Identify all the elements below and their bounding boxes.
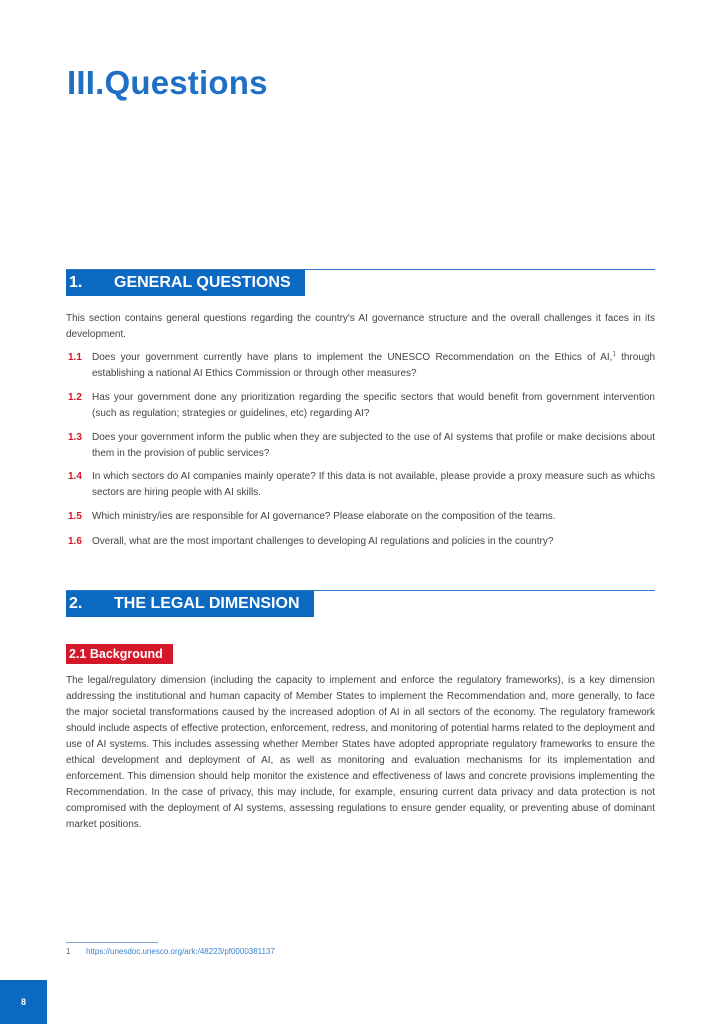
question-1-4 [66, 469, 655, 501]
footnote-ref[interactable]: 1 [612, 351, 616, 358]
question-text: In which sectors do AI companies mainly operate? If this data is not available, please provide a proxy measure such as whichs sectors are hiring people with AI skills. [92, 471, 655, 498]
question-text: Overall, what are the most important challenges to developing AI regulations and policies in the country? [92, 536, 554, 547]
footnote-link[interactable]: https://unesdoc.unesco.org/ark:/48223/pf0000381137 [86, 947, 275, 956]
question-number: 1.4 [68, 471, 82, 482]
question-text: Has your government done any prioritization regarding the specific sectors that would benefit from government intervention (such as regulation; strategies or guidelines, etc) regarding AI? [92, 392, 655, 419]
section-2-title: THE LEGAL DIMENSION [114, 595, 300, 612]
footnote [66, 946, 275, 958]
question-number: 1.6 [68, 536, 82, 547]
question-number: 1.3 [68, 432, 82, 443]
question-1-6 [66, 534, 655, 550]
footnote-divider [66, 942, 158, 943]
question-number: 1.5 [68, 511, 82, 522]
question-text: Does your government inform the public when they are subjected to the use of AI systems that profile or make decisions about them in the provision of public services? [92, 432, 655, 459]
footnote-number: 1 [66, 947, 71, 956]
section-1-label [66, 270, 305, 296]
question-1-3 [66, 430, 655, 462]
question-1-1 [66, 350, 655, 382]
section-1-title: GENERAL QUESTIONS [114, 274, 291, 291]
question-text: Does your government currently have plans to implement the UNESCO Recommendation on the Ethics of AI,$^1$ through establishing a national AI Ethics Commission or through other measures? [92, 351, 656, 379]
section-2-label [66, 591, 314, 617]
question-1-5 [66, 509, 655, 525]
question-number: 1.2 [68, 392, 82, 403]
question-text: Which ministry/ies are responsible for AI governance? Please elaborate on the composition of the teams. [92, 511, 556, 522]
section-2-number: 2. [69, 595, 83, 612]
page-title: III.Questions [67, 64, 268, 101]
section-2-body: The legal/regulatory dimension (including the capacity to implement and enforce the regulatory frameworks), is a key dimension addressing the institutional and human capacity of Member States to implement the Recommendation and, more generally, to face the major societal transformations caused by the increased adoption of AI in all sectors of the economy. The regulatory framework should include aspects of effective protection, enforcement, redress, and monitoring of potential harms related to the deployment and use of AI systems. This includes assessing whether Member States have adopted appropriate regulatory frameworks to ensure the ethical development and deployment of AI, as well as monitoring and evaluation mechanisms for its implementation and enforcement. This dimension should help monitor the existence and effectiveness of laws and concrete provisions implementing the Recommendation. In the case of privacy, this may include, for example, ensuring current data privacy and data protection is not compromised with the deployment of AI systems, assessing regulations to ensure gender equality, or preventing abuse of dominant market positions. [66, 675, 655, 830]
question-number: 1.1 [68, 352, 82, 363]
question-1-2 [66, 390, 655, 422]
section-1-header [66, 269, 655, 296]
section-2-header [66, 590, 655, 617]
section-1-intro: This section contains general questions regarding the country's AI governance structure and the overall challenges it faces in its development. [66, 313, 655, 340]
page-number-tab: 8 [0, 980, 47, 1024]
subsection-background-label: 2.1 Background [66, 644, 173, 664]
section-1-number: 1. [69, 274, 83, 291]
